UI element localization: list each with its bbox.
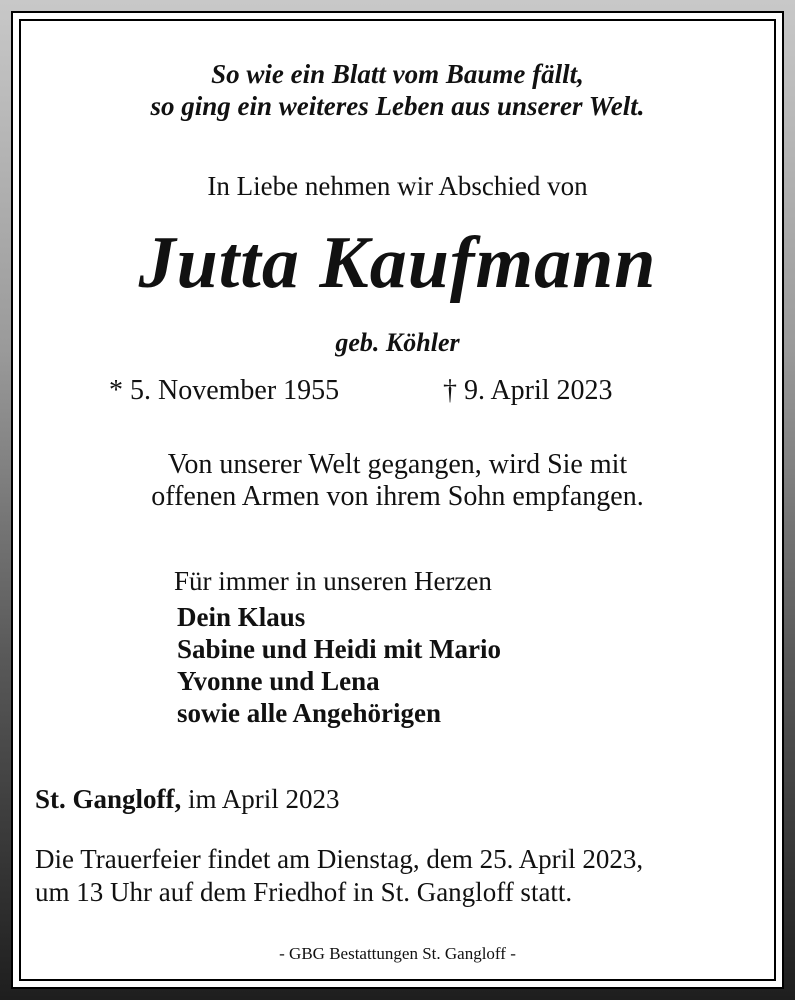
verse-line-2: so ging ein weiteres Leben aus unserer Welt. [150,91,645,121]
signer-item: Sabine und Heidi mit Mario [177,634,502,664]
birth-date: * 5. November 1955 [109,375,340,406]
verse-line-1: So wie ein Blatt vom Baume fällt, [211,59,584,89]
deceased-name: Jutta Kaufmann [138,222,657,304]
message-line-1: Von unserer Welt gegangen, wird Sie mit [167,449,628,480]
signer-item: sowie alle Angehörigen [177,698,441,728]
signer-item: Yvonne und Lena [177,666,380,696]
death-date: † 9. April 2023 [443,375,613,406]
signer-item: Dein Klaus [177,602,306,632]
place-date: im April 2023 [181,784,340,814]
place-date-line [35,784,340,815]
farewell-intro: In Liebe nehmen wir Abschied von [207,171,588,201]
undertaker-credit: - GBG Bestattungen St. Gangloff - [279,944,516,963]
hearts-line: Für immer in unseren Herzen [174,566,492,596]
funeral-line-1: Die Trauerfeier findet am Dienstag, dem 25. April 2023, [35,844,644,874]
funeral-info [35,843,643,909]
message-line-2: offenen Armen von ihrem Sohn empfangen. [151,481,644,512]
signers-list [177,601,501,729]
place-town: St. Gangloff, [35,784,182,814]
funeral-line-2: um 13 Uhr auf dem Friedhof in St. Gangloff statt. [35,877,573,907]
maiden-name: geb. Köhler [335,328,460,357]
notice-frame [11,11,784,989]
